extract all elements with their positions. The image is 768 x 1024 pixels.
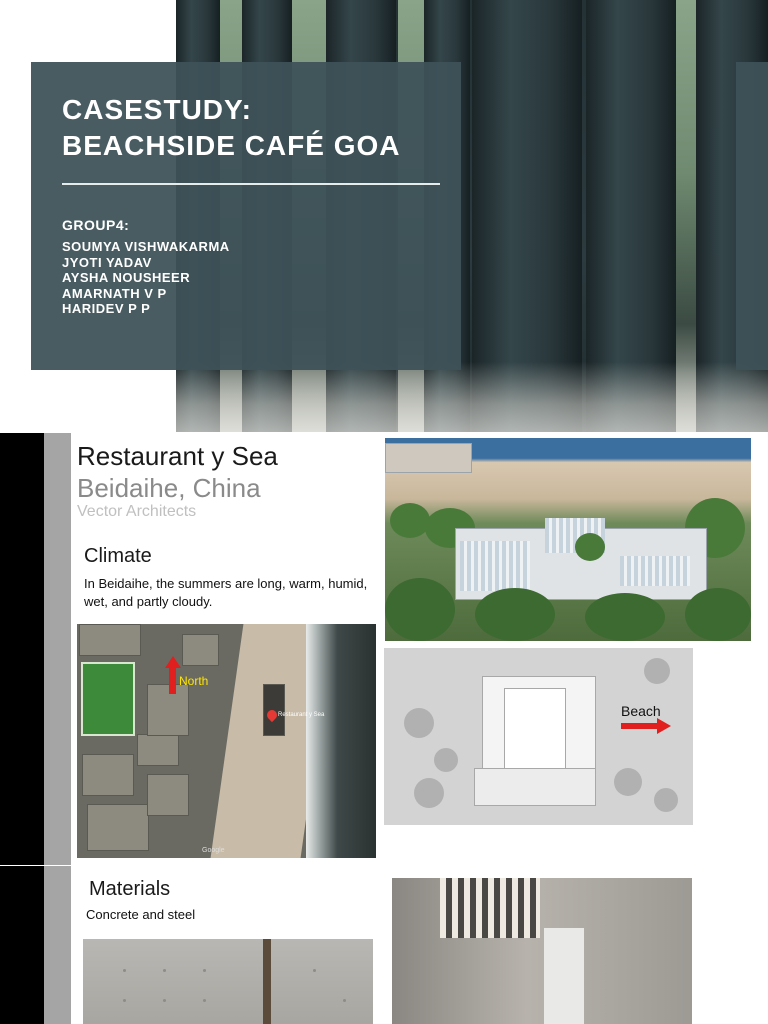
title-divider [62, 183, 440, 185]
cover-title-line-2: BEACHSIDE CAFÉ GOA [62, 130, 401, 161]
member-name: SOUMYA VISHWAKARMA [62, 239, 230, 254]
materials-heading: Materials [89, 878, 171, 900]
materials-description: Concrete and steel [86, 907, 196, 922]
concrete-interior-photo [392, 878, 692, 1024]
beach-label: Beach [621, 703, 661, 719]
satellite-map [77, 624, 376, 858]
member-name: HARIDEV P P [62, 301, 151, 316]
football-field [81, 662, 135, 736]
slide-side-bar [0, 866, 44, 1024]
site-plan [384, 648, 693, 825]
beach-arrow-icon [657, 718, 671, 734]
member-name: AMARNATH V P [62, 286, 167, 301]
concrete-courtyard-photo [83, 939, 373, 1024]
case-study-slide [0, 433, 768, 865]
title-panel [31, 62, 461, 370]
slide-side-accent [44, 866, 71, 1024]
cover-title-line-1: CASESTUDY: [62, 94, 252, 125]
project-title: Restaurant y Sea [77, 441, 278, 471]
project-architect: Vector Architects [77, 503, 197, 520]
courtyard-tree [263, 939, 271, 1024]
climate-heading: Climate [84, 545, 152, 567]
north-label: North [179, 674, 209, 688]
panel-edge-decoration [736, 62, 768, 370]
member-name: AYSHA NOUSHEER [62, 270, 191, 285]
slide-side-accent [44, 433, 71, 865]
group-label: GROUP4: [62, 217, 130, 233]
climate-description: In Beidaihe, the summers are long, warm, humid, wet, and partly cloudy. [84, 576, 368, 609]
aerial-photo [385, 438, 751, 641]
beach-arrow-shaft [621, 723, 659, 729]
doorway-light [544, 928, 584, 1024]
skylight-grid [440, 878, 540, 938]
project-location: Beidaihe, China [77, 473, 261, 503]
slide-side-bar [0, 433, 44, 865]
cover-slide [0, 0, 768, 432]
member-name: JYOTI YADAV [62, 255, 152, 270]
map-attribution: Google [202, 847, 225, 854]
materials-slide [0, 866, 768, 1024]
north-arrow-shaft [169, 666, 176, 694]
map-pin-label: Restaurant y Sea [278, 712, 325, 718]
